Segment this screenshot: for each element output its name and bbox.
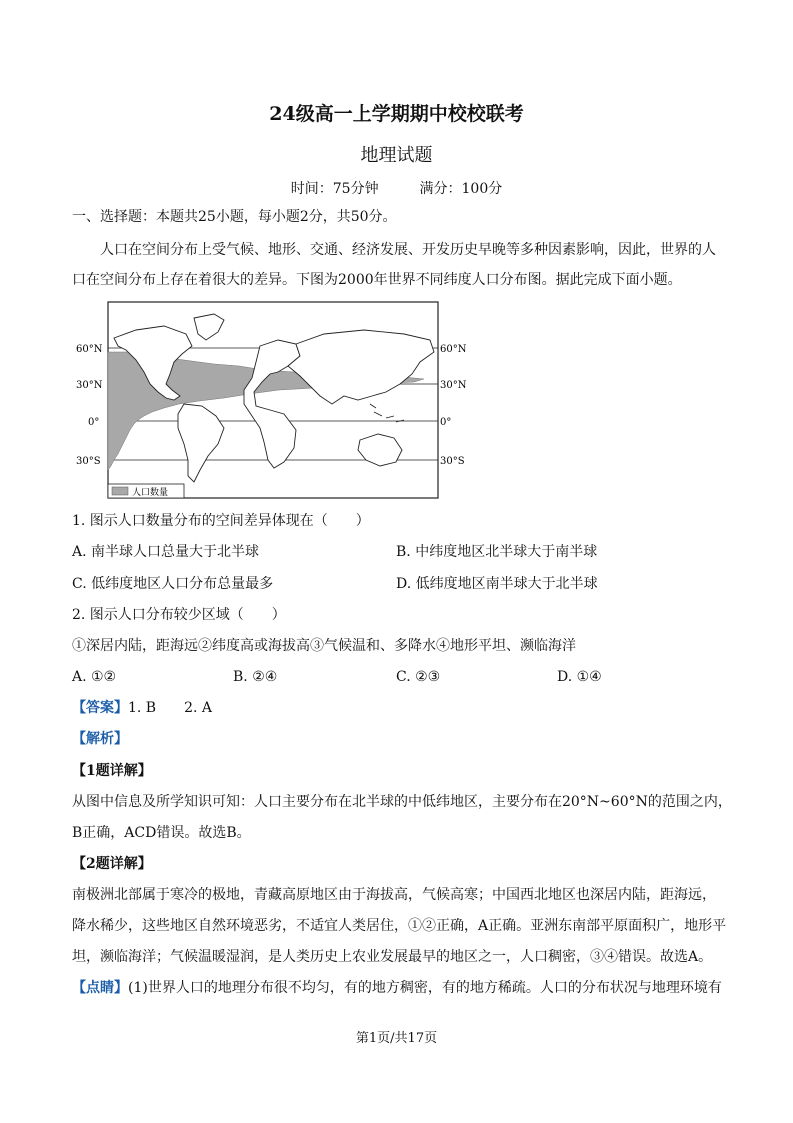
lat-label-left-30s: 30°S	[76, 456, 101, 467]
detail-2-line-2: 降水稀少，这些地区自然环境恶劣，不适宜人类居住，①②正确，A正确。亚洲东南部平原面积广，地形平	[72, 918, 727, 934]
exam-subject: 地理试题	[360, 145, 433, 166]
detail-1-line-2: B正确，ACD错误。故选B。	[72, 825, 251, 841]
q1-option-c: C. 低纬度地区人口分布总量最多	[72, 576, 274, 592]
question-1-stem: 1. 图示人口数量分布的空间差异体现在（ ）	[72, 513, 370, 529]
q2-option-c: C. ②③	[396, 669, 441, 685]
lat-label-right-30n: 30°N	[440, 380, 467, 391]
lat-label-right-60n: 60°N	[440, 344, 467, 355]
analysis-tag: 【解析】	[72, 731, 128, 747]
time-label: 时间：75分钟	[290, 181, 379, 197]
tip-tag: 【点睛】	[72, 980, 128, 996]
legend-swatch	[112, 487, 128, 495]
section-heading: 一、选择题：本题共25小题，每小题2分，共50分。	[72, 209, 397, 225]
tip-line	[72, 978, 722, 998]
q2-option-b: B. ②④	[233, 669, 278, 685]
score-label: 满分：100分	[419, 181, 503, 197]
question-2-stem: 2. 图示人口分布较少区域（ ）	[72, 607, 286, 623]
q2-option-d: D. ①④	[557, 669, 602, 685]
legend-label: 人口数量	[132, 488, 169, 498]
q1-option-a: A. 南半球人口总量大于北半球	[72, 544, 260, 560]
q1-option-d: D. 低纬度地区南半球大于北半球	[396, 576, 598, 592]
lat-label-right-equator: 0°	[440, 417, 452, 428]
answer-line	[72, 698, 212, 718]
exam-time-score	[0, 178, 793, 198]
answer-text: 1. B 2. A	[128, 700, 213, 716]
page-number: 第1页/共17页	[355, 1031, 438, 1046]
lat-label-left-equator: 0°	[88, 417, 100, 428]
answer-tag: 【答案】	[72, 700, 128, 716]
exam-title: 24级高一上学期期中校校联考	[269, 103, 524, 125]
lat-label-left-30n: 30°N	[76, 380, 103, 391]
lat-label-left-60n: 60°N	[76, 344, 103, 355]
tip-text: (1)世界人口的地理分布很不均匀，有的地方稠密，有的地方稀疏。人口的分布状况与地理环境有	[128, 980, 722, 996]
lat-label-right-30s: 30°S	[440, 456, 465, 467]
map-svg	[74, 300, 474, 505]
q2-option-a: A. ①②	[72, 669, 117, 685]
detail-1-tag: 【1题详解】	[72, 763, 152, 779]
detail-2-line-1: 南极洲北部属于寒冷的极地，青藏高原地区由于海拔高，气候高寒；中国西北地区也深居内陆，距海远，	[72, 887, 716, 903]
detail-2-line-3: 坦，濒临海洋；气候温暖湿润，是人类历史上农业发展最早的地区之一，人口稠密，③④错误。故选A。	[72, 949, 713, 965]
intro-line-2: 口在空间分布上存在着很大的差异。下图为2000年世界不同纬度人口分布图。据此完成下面小题。	[72, 272, 682, 288]
detail-1-line-1: 从图中信息及所学知识可知：人口主要分布在北半球的中低纬地区，主要分布在20°N~60°N的范围之内，	[72, 794, 732, 810]
intro-line-1: 人口在空间分布上受气候、地形、交通、经济发展、开发历史早晚等多种因素影响，因此，世界的人	[100, 242, 716, 258]
world-population-latitude-map	[74, 300, 474, 505]
detail-2-tag: 【2题详解】	[72, 856, 152, 872]
question-2-statement: ①深居内陆，距海远②纬度高或海拔高③气候温和、多降水④地形平坦、濒临海洋	[72, 638, 576, 654]
q1-option-b: B. 中纬度地区北半球大于南半球	[396, 544, 598, 560]
